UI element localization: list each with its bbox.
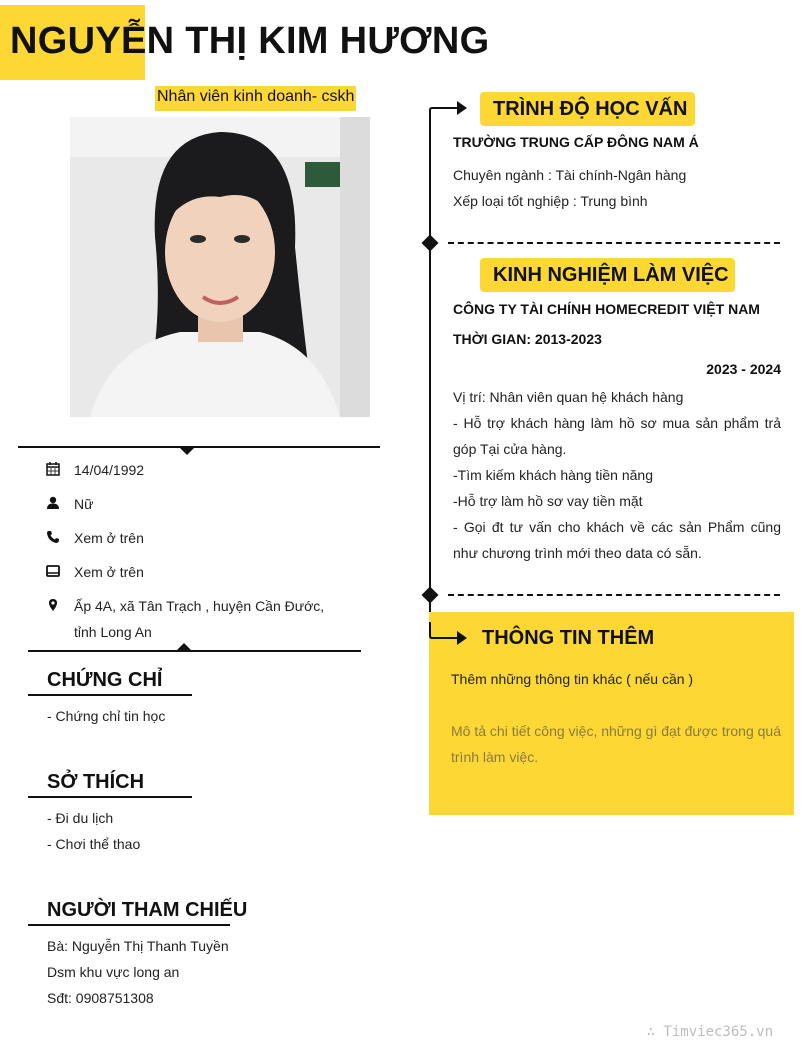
reference-line: Bà: Nguyễn Thị Thanh Tuyền — [47, 938, 229, 954]
divider-line — [28, 650, 361, 652]
school-name: TRƯỜNG TRUNG CẤP ĐÔNG NAM Á — [453, 134, 699, 150]
timeline-arrow-icon — [429, 98, 469, 128]
birth-date: 14/04/1992 — [74, 462, 145, 478]
section-underline — [28, 796, 192, 798]
dashed-divider — [448, 242, 780, 244]
graduation-grade: Xếp loại tốt nghiệp : Trung bình — [453, 193, 648, 209]
additional-title: THÔNG TIN THÊM — [482, 627, 655, 649]
divider-marker — [179, 447, 195, 455]
major: Chuyên ngành : Tài chính-Ngân hàng — [453, 167, 687, 183]
divider-marker — [176, 643, 192, 651]
additional-subtitle: Thêm những thông tin khác ( nếu cần ) — [451, 671, 694, 687]
timeline-marker — [422, 235, 439, 252]
reference-line: Dsm khu vực long an — [47, 964, 180, 980]
duty-item: - Gọi đt tư vấn cho khách về các sản Phẩm cũng như chương trình mới theo data có sẵn. — [453, 519, 781, 561]
references-title: NGƯỜI THAM CHIẾU — [47, 899, 248, 921]
email-icon — [46, 564, 60, 578]
hobbies-title: SỞ THÍCH — [47, 771, 145, 793]
certificate-item: - Chứng chỉ tin học — [47, 708, 166, 724]
user-icon — [46, 496, 60, 510]
work-years: 2023 - 2024 — [706, 361, 781, 377]
location-pin-icon — [46, 598, 60, 612]
certificates-title: CHỨNG CHỈ — [47, 669, 163, 691]
section-underline — [28, 924, 230, 926]
job-title: Nhân viên kinh doanh- cskh — [155, 86, 356, 111]
hobby-item: - Chơi thể thao — [47, 836, 141, 852]
education-title: TRÌNH ĐỘ HỌC VẤN — [493, 98, 688, 120]
phone-text: Xem ở trên — [74, 530, 144, 546]
duty-item: -Hỗ trợ làm hồ sơ vay tiền mặt — [453, 493, 643, 509]
experience-title: KINH NGHIỆM LÀM VIỆC — [493, 264, 729, 286]
divider-line — [18, 446, 380, 448]
email-text: Xem ở trên — [74, 564, 144, 580]
additional-description: Mô tả chi tiết công việc, những gì đạt được trong quá trình làm việc. — [451, 723, 781, 765]
candidate-name: NGUYỄN THỊ KIM HƯƠNG — [10, 20, 490, 62]
timeline-line — [429, 112, 431, 642]
address-line-1: Ấp 4A, xã Tân Trạch , huyện Cần Đước, — [74, 598, 325, 614]
address-line-2: tỉnh Long An — [74, 624, 152, 640]
work-period: THỜI GIAN: 2013-2023 — [453, 331, 602, 347]
timeline-marker — [422, 587, 439, 604]
phone-icon — [46, 530, 60, 544]
calendar-icon — [46, 462, 60, 476]
company-name: CÔNG TY TÀI CHÍNH HOMECREDIT VIỆT NAM — [453, 301, 760, 317]
section-underline — [28, 694, 192, 696]
gender: Nữ — [74, 496, 94, 512]
profile-photo — [70, 117, 370, 417]
watermark: ∴ Timviec365.vn — [646, 1024, 773, 1040]
hobby-item: - Đi du lịch — [47, 810, 114, 826]
duty-item: -Tìm kiếm khách hàng tiền năng — [453, 467, 653, 483]
timeline-arrow-icon — [429, 622, 469, 652]
duty-item: - Hỗ trợ khách hàng làm hồ sơ mua sản phẩm trả góp Tại cửa hàng. — [453, 415, 781, 457]
reference-line: Sđt: 0908751308 — [47, 990, 154, 1006]
position: Vị trí: Nhân viên quan hệ khách hàng — [453, 389, 684, 405]
dashed-divider — [448, 594, 780, 596]
